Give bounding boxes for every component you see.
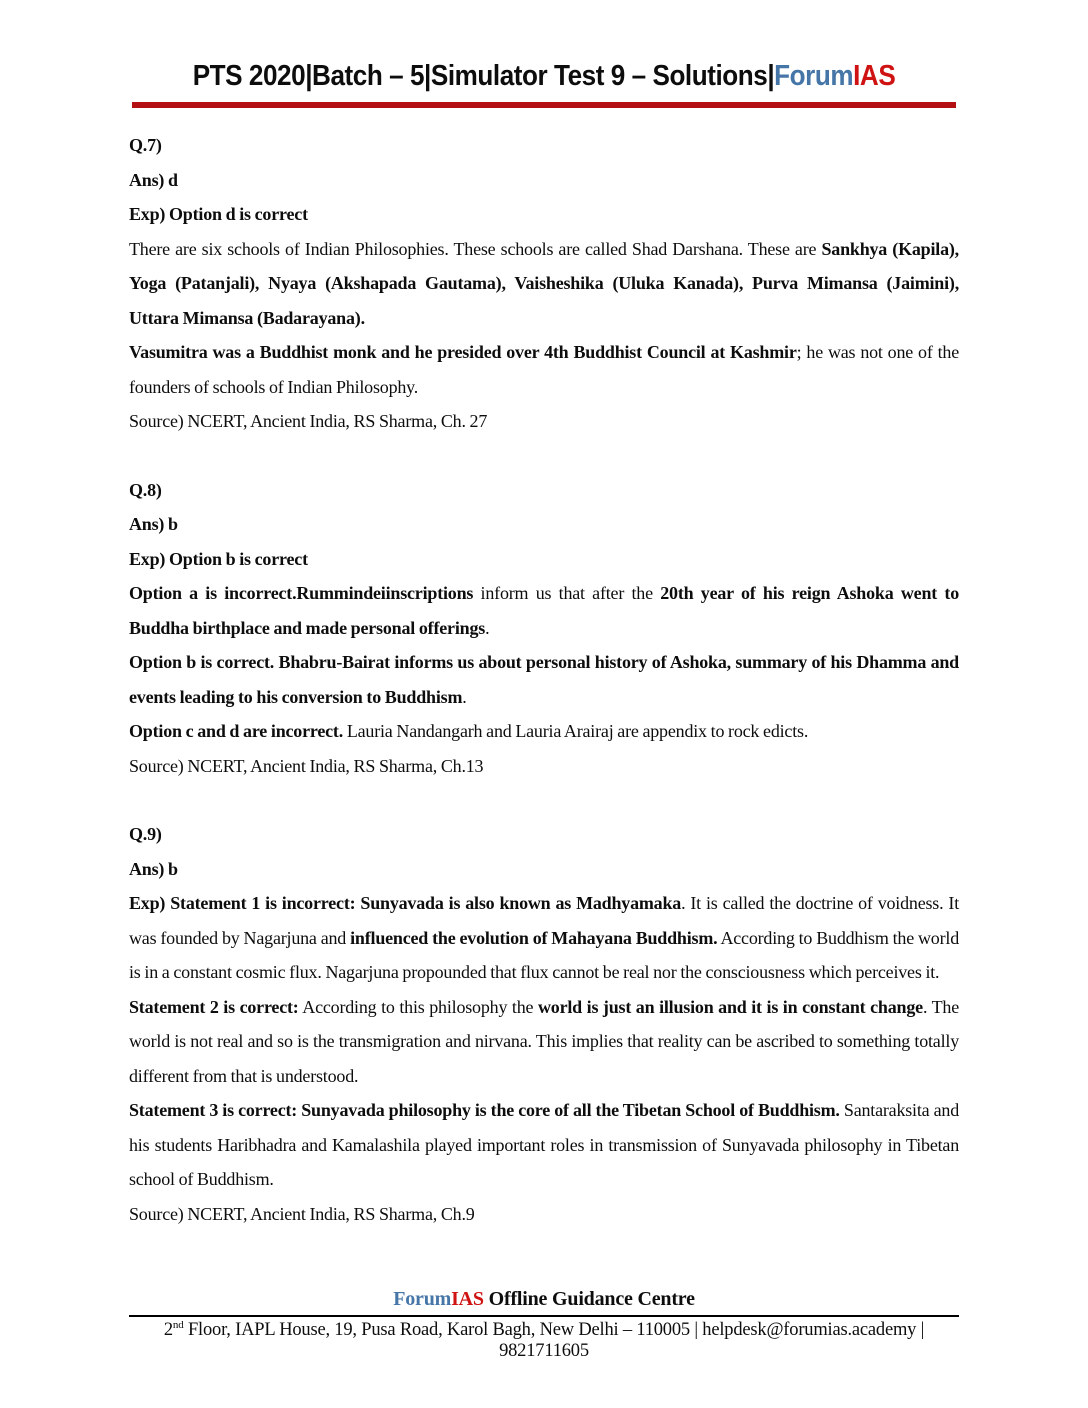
text-run: .	[485, 617, 490, 638]
text-run: . The world is not real and so is the transmigration and nirvana. This implies that reality can be ascribed to something totally different from that is understood.	[129, 996, 959, 1086]
explanation-paragraph	[129, 990, 959, 1094]
footer-heading	[129, 1288, 959, 1311]
text-run: .	[462, 686, 467, 707]
footer-rule	[129, 1315, 959, 1317]
text-run: ; he was not one of the founders of schools of Indian Philosophy.	[129, 342, 959, 397]
explanation-paragraph	[129, 886, 959, 990]
text-run: Option c and d are incorrect.	[129, 721, 344, 741]
text-run: inform us that after the	[473, 583, 661, 603]
footer-address	[129, 1320, 959, 1362]
text-run: According to Buddhism the world is in a constant cosmic flux. Nagarjuna propounded that flux cannot be real nor the consciousness which perceives it.	[129, 927, 959, 982]
footer-address-text: Floor, IAPL House, 19, Pusa Road, Karol Bagh, New Delhi – 110005 | helpdesk@forumias.academy | 9821711605	[183, 1320, 925, 1361]
text-run: 20th year of his reign Ashoka went to Buddha birthplace and made personal offerings	[129, 583, 959, 638]
explanation-paragraph	[129, 714, 959, 749]
text-run: world is just an illusion and it is in constant change	[537, 996, 923, 1017]
text-run: According to this philosophy the	[298, 996, 538, 1017]
question-label: Q.8)	[129, 479, 162, 500]
footer-logo-ias: IAS	[451, 1288, 484, 1310]
source-line: Source) NCERT, Ancient India, RS Sharma, Ch. 27	[129, 411, 488, 431]
answer-line: Ans) d	[129, 169, 178, 190]
footer-logo-forum: Forum	[393, 1288, 452, 1310]
footer-address-number: 2	[163, 1320, 173, 1340]
text-run: Santaraksita and his students Haribhadra and Kamalashila played important roles in transmission of Sunyavada philosophy in Tibetan school of Buddhism.	[129, 1100, 960, 1189]
text-run: Lauria Nandangarh and Lauria Arairaj are appendix to rock edicts.	[343, 721, 809, 741]
question-section-q9	[129, 817, 959, 1231]
text-run: Sankhya (Kapila), Yoga (Patanjali), Nyaya (Akshapada Gautama), Vaisheshika (Uluka Kanada), Purva Mimansa (Jaimini), Uttara Mimansa (Badarayana).	[129, 238, 959, 328]
explanation-paragraph	[129, 335, 959, 404]
text-run: There are six schools of Indian Philosophies. These schools are called Shad Darshana. These are	[129, 238, 822, 259]
text-run: Option a is incorrect.Rummindeiinscriptions	[129, 583, 474, 603]
question-section-q8	[129, 473, 959, 784]
logo-ias: IAS	[853, 60, 896, 92]
footer-heading-text: Offline Guidance Centre	[483, 1288, 695, 1310]
source-line: Source) NCERT, Ancient India, RS Sharma, Ch.9	[129, 1203, 475, 1224]
footer-address-ordinal: nd	[172, 1318, 184, 1331]
document-content	[129, 128, 959, 1231]
explanation-paragraph	[129, 232, 959, 336]
page-header	[0, 0, 1088, 108]
explanation-paragraph	[129, 645, 959, 714]
page-footer	[129, 1288, 959, 1362]
explanation-heading: Exp) Option b is correct	[129, 548, 308, 569]
explanation-paragraph	[129, 576, 959, 645]
question-label: Q.7)	[129, 135, 162, 155]
logo-forum: Forum	[774, 60, 854, 92]
text-run: Exp) Statement 1 is incorrect: Sunyavada is also known as Madhyamaka	[129, 893, 682, 913]
text-run: Option b is correct. Bhabru-Bairat informs us about personal history of Ashoka, summary of his Dhamma and events leading to his conversion to Buddhism	[129, 652, 959, 707]
question-section-q7	[129, 128, 959, 439]
explanation-paragraph	[129, 1093, 959, 1197]
text-run: Statement 2 is correct:	[129, 996, 299, 1017]
text-run: . It is called the doctrine of voidness. It was founded by Nagarjuna and	[129, 893, 959, 948]
text-run: Statement 3 is correct: Sunyavada philosophy is the core of all the Tibetan School of Buddhism.	[129, 1100, 840, 1120]
answer-line: Ans) b	[129, 514, 178, 534]
text-run: influenced the evolution of Mahayana Buddhism.	[350, 927, 718, 948]
header-rule	[132, 102, 956, 108]
page-title	[54, 60, 1033, 93]
page-title-text: PTS 2020|Batch – 5|Simulator Test 9 – Solutions|	[192, 60, 775, 92]
question-label: Q.9)	[129, 824, 162, 844]
source-line: Source) NCERT, Ancient India, RS Sharma, Ch.13	[129, 755, 484, 776]
text-run: Vasumitra was a Buddhist monk and he presided over 4th Buddhist Council at Kashmir	[129, 342, 797, 362]
answer-line: Ans) b	[129, 858, 178, 879]
explanation-heading: Exp) Option d is correct	[129, 204, 308, 224]
